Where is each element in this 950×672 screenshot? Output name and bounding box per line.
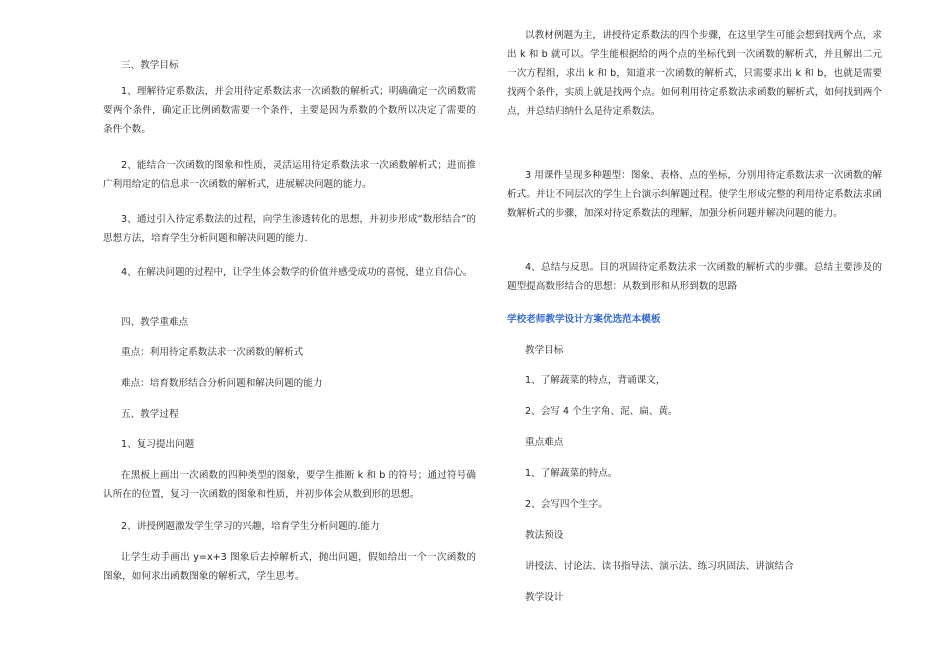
section4-title: 四、教学重难点 [121, 317, 189, 328]
step4-paragraph: 4、总结与反思。目的巩固待定系数法求一次函数的解析式的步骤。总结主要涉及的题型提高数形结合的思想：从数到形和从形到数的思路 [507, 262, 882, 292]
goal-item-1: 1、了解蔬菜的特点，背诵课文， [525, 375, 666, 386]
step1-body: 在黑板上画出一次函数的四种类型的图象，要学生推断 k 和 b 的符号；通过符号确认所在的位置，复习一次函数的图象和性质，并初步体会从数到形的思想。 [103, 470, 476, 500]
difficult-point: 难点：培育数形结合分析问题和解决问题的能力 [121, 378, 323, 389]
step3-paragraph: 3 用课件呈现多种题型：图象、表格、点的坐标，分别用待定系数法求一次函数的解析式。并让不同层次的学生上台演示纠解题过程。使学生形成完整的利用待定系数法求函数解析式的步骤，加深对待定系数法的理解，加强分析问题并解决问题的能力。 [507, 170, 882, 219]
step1-title: 1、复习提出问题 [121, 439, 195, 450]
step2-title: 2、讲授例题激发学生学习的兴趣，培育学生分析问题的.能力 [121, 521, 380, 532]
section3-title: 三、教学目标 [121, 60, 179, 71]
method-paragraph: 以教材例题为主，讲授待定系数法的四个步骤，在这里学生可能会想到找两个点，求出 k 和 b 就可以。学生能根据给的两个点的坐标代到一次函数的解析式，并且解出二元一次方程组，求出 k 和 b，知道求一次函数的解析式，只需要求出 k 和 b，也就是需要找两个条件，实质上就是找两个点。如何利用待定系数法求函数的解析式，如何找到两个点，并总结归纳什么是待定系数法。 [507, 30, 882, 117]
objective-1: 1、理解待定系数法，并会用待定系数法求一次函数的解析式；明确确定一次函数需要两个条件，确定正比例函数需要一个条件，主要是因为系数的个数所以决定了需要的条件个数。 [103, 86, 476, 135]
document-heading: 学校老师教学设计方案优选范本模板 [507, 314, 661, 325]
key-difficulty-title: 重点难点 [525, 437, 564, 448]
objective-4: 4、在解决问题的过程中，让学生体会数学的价值并感受成功的喜悦，建立自信心。 [121, 267, 473, 278]
section5-title: 五、教学过程 [121, 409, 179, 420]
design-title: 教学设计 [525, 592, 564, 603]
key-item-2: 2、会写四个生字。 [525, 499, 608, 510]
method-list: 讲授法、讨论法、读书指导法、演示法、练习巩固法、讲演结合 [525, 561, 794, 572]
method-title: 教法预设 [525, 530, 564, 541]
key-point: 重点：利用待定系数法求一次函数的解析式 [121, 347, 304, 358]
objective-3: 3、通过引入待定系数法的过程，向学生渗透转化的思想，并初步形成“数形结合”的思想方法，培育学生分析问题和解决问题的能力. [103, 214, 476, 244]
step2-body: 让学生动手画出 y=x+3 图象后去掉解析式，抛出问题，假如给出一个一次函数的图象，如何求出函数图象的解析式，学生思考。 [103, 552, 476, 582]
goal-title: 教学目标 [525, 345, 564, 356]
objective-2: 2、能结合一次函数的图象和性质，灵活运用待定系数法求一次函数解析式；进而推广利用给定的信息求一次函数的解析式，进展解决问题的能力。 [103, 160, 476, 190]
goal-item-2: 2、会写 4 个生字角、泥、扁、黄。 [525, 406, 678, 417]
key-item-1: 1、了解蔬菜的特点。 [525, 468, 618, 479]
